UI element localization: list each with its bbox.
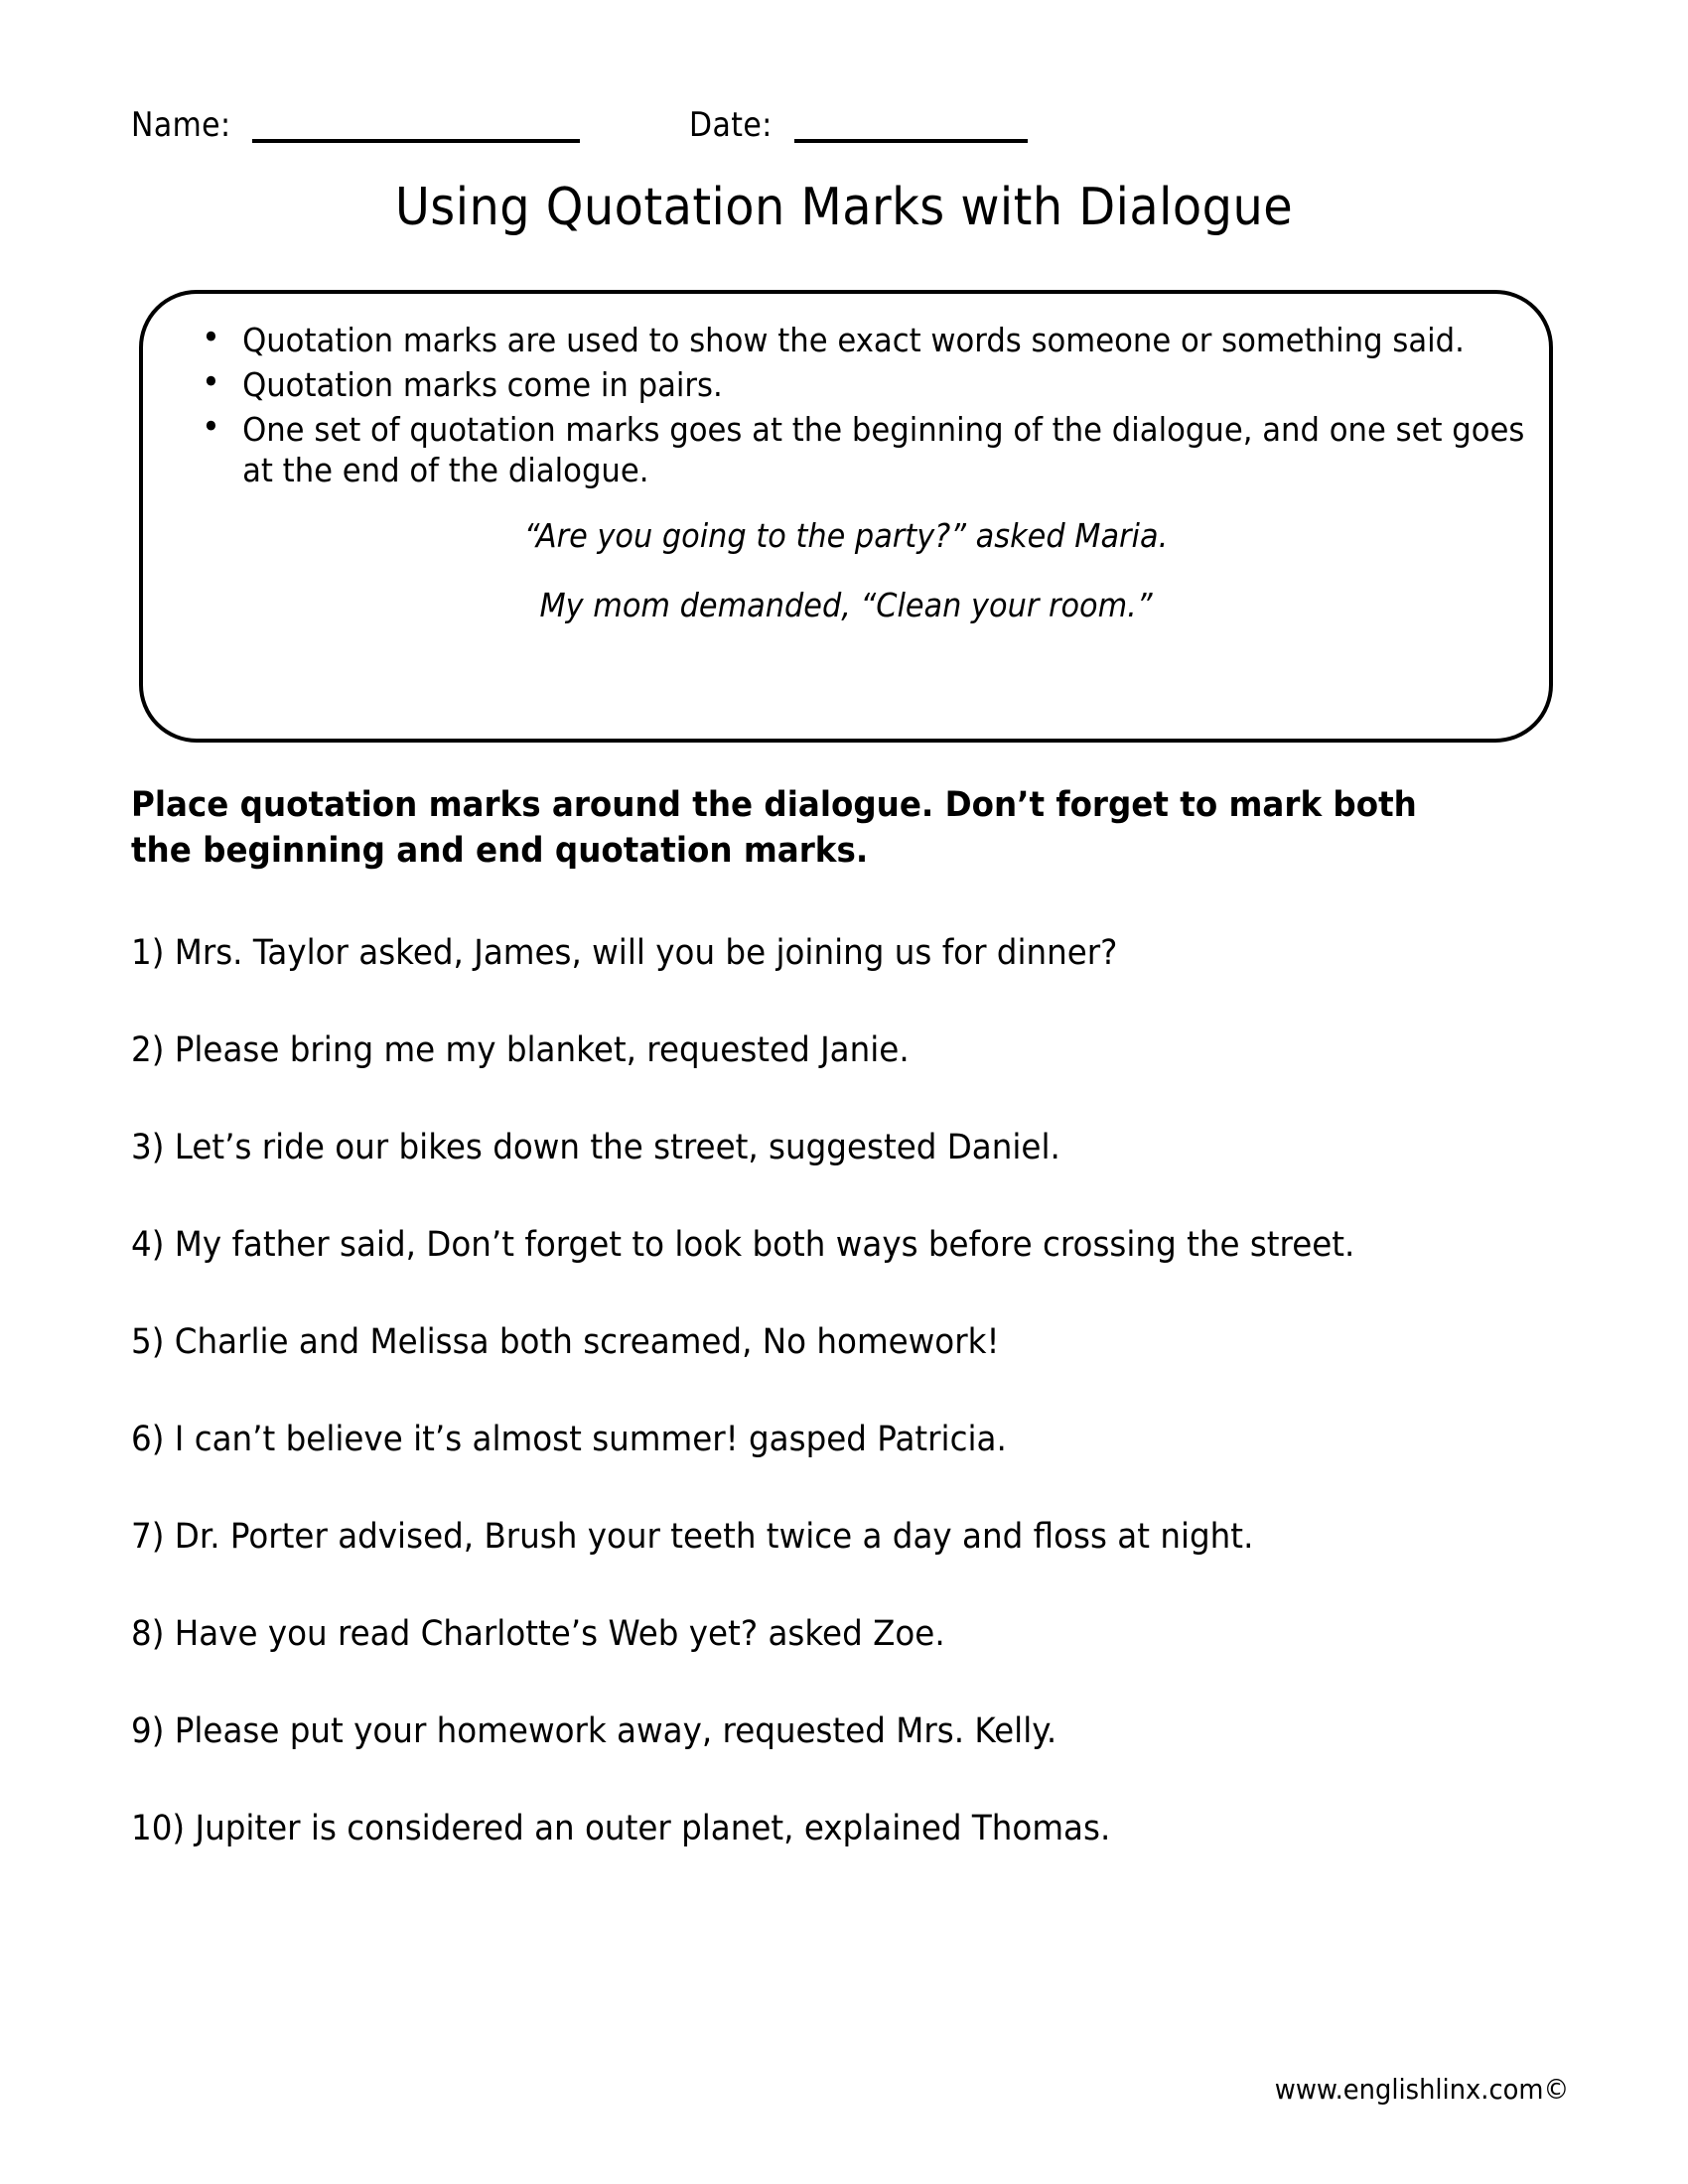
question-item[interactable]: 7) Dr. Porter advised, Brush your teeth twice a day and floss at night.	[131, 1517, 1254, 1557]
date-label: Date:	[689, 105, 774, 145]
rule-item: • Quotation marks come in pairs.	[191, 364, 1551, 405]
name-write-line[interactable]	[252, 137, 580, 143]
page-title: Using Quotation Marks with Dialogue	[394, 178, 1294, 237]
question-item[interactable]: 9) Please put your homework away, requested Mrs. Kelly.	[131, 1711, 1057, 1751]
question-item[interactable]: 2) Please bring me my blanket, requested Janie.	[131, 1030, 910, 1070]
rules-box	[139, 290, 1553, 743]
footer-credit: www.englishlinx.com©	[1274, 2073, 1569, 2106]
name-field[interactable]	[131, 107, 580, 143]
question-item[interactable]: 4) My father said, Don’t forget to look both ways before crossing the street.	[131, 1225, 1355, 1265]
example-sentence: My mom demanded, “Clean your room.”	[539, 586, 1153, 624]
date-write-line[interactable]	[794, 137, 1028, 143]
question-item[interactable]: 8) Have you read Charlotte’s Web yet? asked Zoe.	[131, 1614, 945, 1654]
example-sentence: “Are you going to the party?” asked Maria.	[523, 516, 1169, 555]
question-item[interactable]: 5) Charlie and Melissa both screamed, No homework!	[131, 1322, 1000, 1362]
date-field[interactable]	[689, 107, 1027, 143]
rule-item: • Quotation marks are used to show the exact words someone or something said.	[191, 320, 1551, 360]
name-label: Name:	[131, 105, 231, 145]
questions-list	[131, 928, 1551, 1901]
question-item[interactable]: 10) Jupiter is considered an outer planet, explained Thomas.	[131, 1809, 1111, 1848]
instructions-text: Place quotation marks around the dialogue. Don’t forget to mark both the beginning and end quotation marks.	[131, 785, 1417, 871]
rule-item: • One set of quotation marks goes at the beginning of the dialogue, and one set goes at the end of the dialogue.	[191, 409, 1551, 490]
student-info-row	[131, 87, 1342, 143]
question-item[interactable]: 3) Let’s ride our bikes down the street, suggested Daniel.	[131, 1128, 1060, 1167]
question-item[interactable]: 1) Mrs. Taylor asked, James, will you be joining us for dinner?	[131, 933, 1118, 973]
question-item[interactable]: 6) I can’t believe it’s almost summer! gasped Patricia.	[131, 1420, 1007, 1459]
rules-bullet-list	[143, 294, 1549, 490]
